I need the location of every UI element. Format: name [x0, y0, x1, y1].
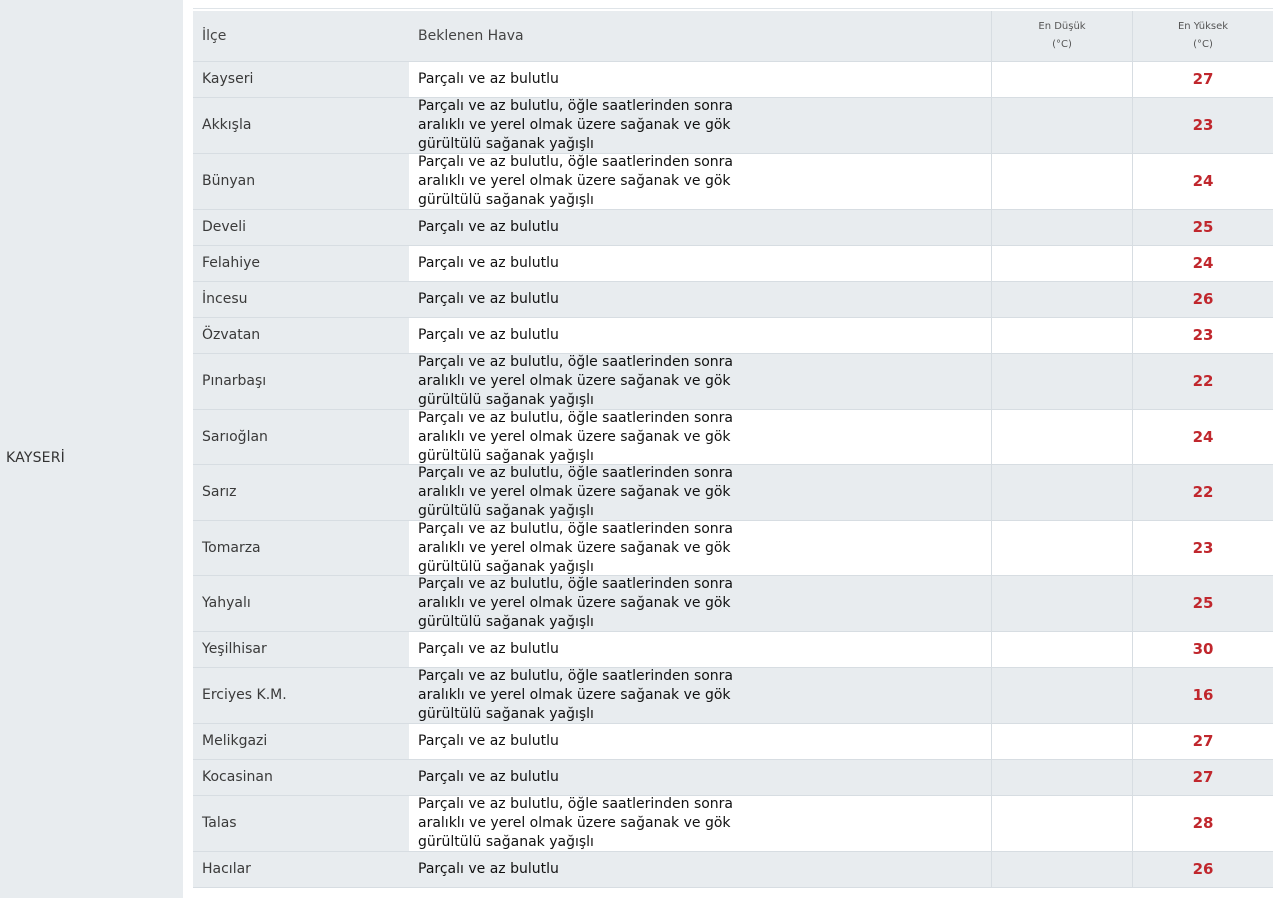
header-min-label: En Düşük: [1038, 21, 1086, 32]
district-cell: Melikgazi: [193, 724, 409, 759]
header-max-unit: (°C): [1193, 39, 1213, 50]
max-temp-cell: 27: [1132, 62, 1273, 97]
district-cell: Tomarza: [193, 521, 409, 575]
weather-cell: Parçalı ve az bulutlu, öğle saatlerinden sonra aralıklı ve yerel olmak üzere sağanak ve gök gürültülü sağanak yağışlı: [409, 154, 991, 209]
weather-cell: Parçalı ve az bulutlu, öğle saatlerinden sonra aralıklı ve yerel olmak üzere sağanak ve gök gürültülü sağanak yağışlı: [409, 98, 991, 153]
top-divider: [193, 8, 1273, 9]
min-temp-cell: [991, 576, 1132, 631]
min-temp-cell: [991, 632, 1132, 667]
table-row: [193, 318, 1273, 354]
table-row: [193, 62, 1273, 98]
header-weather: Beklenen Hava: [418, 27, 524, 44]
max-temp-cell: 23: [1132, 318, 1273, 353]
district-cell: Yahyalı: [193, 576, 409, 631]
weather-cell: Parçalı ve az bulutlu: [409, 210, 991, 245]
forecast-table: [193, 11, 1273, 888]
district-cell: Akkışla: [193, 98, 409, 153]
weather-cell: Parçalı ve az bulutlu: [409, 852, 991, 887]
min-temp-cell: [991, 410, 1132, 464]
table-row: [193, 210, 1273, 246]
weather-cell: Parçalı ve az bulutlu, öğle saatlerinden sonra aralıklı ve yerel olmak üzere sağanak ve gök gürültülü sağanak yağışlı: [409, 668, 991, 723]
min-temp-cell: [991, 246, 1132, 281]
weather-cell: Parçalı ve az bulutlu, öğle saatlerinden sonra aralıklı ve yerel olmak üzere sağanak ve gök gürültülü sağanak yağışlı: [409, 796, 991, 851]
min-temp-cell: [991, 465, 1132, 520]
header-max-label: En Yüksek: [1177, 21, 1229, 32]
weather-cell: Parçalı ve az bulutlu, öğle saatlerinden sonra aralıklı ve yerel olmak üzere sağanak ve gök gürültülü sağanak yağışlı: [409, 576, 991, 631]
weather-cell: Parçalı ve az bulutlu, öğle saatlerinden sonra aralıklı ve yerel olmak üzere sağanak ve gök gürültülü sağanak yağışlı: [409, 521, 991, 575]
max-temp-cell: 16: [1132, 668, 1273, 723]
max-temp-cell: 25: [1132, 576, 1273, 631]
weather-cell: Parçalı ve az bulutlu, öğle saatlerinden sonra aralıklı ve yerel olmak üzere sağanak ve gök gürültülü sağanak yağışlı: [409, 410, 991, 464]
min-temp-cell: [991, 210, 1132, 245]
table-row: [193, 796, 1273, 852]
district-cell: Talas: [193, 796, 409, 851]
table-row: [193, 154, 1273, 210]
min-temp-cell: [991, 62, 1132, 97]
district-cell: Felahiye: [193, 246, 409, 281]
max-temp-cell: 22: [1132, 354, 1273, 409]
min-temp-cell: [991, 852, 1132, 887]
min-temp-cell: [991, 154, 1132, 209]
district-cell: Kocasinan: [193, 760, 409, 795]
district-cell: Yeşilhisar: [193, 632, 409, 667]
district-cell: İncesu: [193, 282, 409, 317]
table-row: [193, 668, 1273, 724]
header-min-unit: (°C): [1052, 39, 1072, 50]
district-cell: Erciyes K.M.: [193, 668, 409, 723]
province-cell: [0, 0, 183, 898]
max-temp-cell: 26: [1132, 852, 1273, 887]
min-temp-cell: [991, 521, 1132, 575]
weather-cell: Parçalı ve az bulutlu: [409, 318, 991, 353]
table-row: [193, 576, 1273, 632]
table-row: [193, 410, 1273, 465]
district-cell: Develi: [193, 210, 409, 245]
district-cell: Özvatan: [193, 318, 409, 353]
max-temp-cell: 25: [1132, 210, 1273, 245]
table-row: [193, 724, 1273, 760]
weather-cell: Parçalı ve az bulutlu: [409, 246, 991, 281]
min-temp-cell: [991, 98, 1132, 153]
min-temp-cell: [991, 668, 1132, 723]
district-cell: Sarız: [193, 465, 409, 520]
table-row: [193, 98, 1273, 154]
header-district: İlçe: [202, 27, 227, 44]
table-row: [193, 521, 1273, 576]
weather-cell: Parçalı ve az bulutlu, öğle saatlerinden sonra aralıklı ve yerel olmak üzere sağanak ve gök gürültülü sağanak yağışlı: [409, 354, 991, 409]
table-row: [193, 282, 1273, 318]
max-temp-cell: 23: [1132, 521, 1273, 575]
min-temp-cell: [991, 796, 1132, 851]
min-temp-cell: [991, 724, 1132, 759]
max-temp-cell: 24: [1132, 410, 1273, 464]
max-temp-cell: 24: [1132, 246, 1273, 281]
max-temp-cell: 27: [1132, 724, 1273, 759]
max-temp-cell: 28: [1132, 796, 1273, 851]
max-temp-cell: 22: [1132, 465, 1273, 520]
table-row: [193, 760, 1273, 796]
header-min-temp: [991, 11, 1132, 61]
table-row: [193, 632, 1273, 668]
district-cell: Hacılar: [193, 852, 409, 887]
table-row: [193, 246, 1273, 282]
weather-cell: Parçalı ve az bulutlu: [409, 724, 991, 759]
max-temp-cell: 30: [1132, 632, 1273, 667]
district-cell: Pınarbaşı: [193, 354, 409, 409]
min-temp-cell: [991, 354, 1132, 409]
weather-cell: Parçalı ve az bulutlu: [409, 632, 991, 667]
table-row: [193, 852, 1273, 888]
min-temp-cell: [991, 282, 1132, 317]
district-cell: Kayseri: [193, 62, 409, 97]
table-row: [193, 465, 1273, 521]
max-temp-cell: 26: [1132, 282, 1273, 317]
weather-cell: Parçalı ve az bulutlu: [409, 62, 991, 97]
max-temp-cell: 24: [1132, 154, 1273, 209]
table-header: [193, 11, 1273, 62]
province-name: KAYSERİ: [6, 450, 65, 466]
weather-cell: Parçalı ve az bulutlu: [409, 760, 991, 795]
weather-cell: Parçalı ve az bulutlu: [409, 282, 991, 317]
district-cell: Sarıoğlan: [193, 410, 409, 464]
min-temp-cell: [991, 760, 1132, 795]
min-temp-cell: [991, 318, 1132, 353]
weather-cell: Parçalı ve az bulutlu, öğle saatlerinden sonra aralıklı ve yerel olmak üzere sağanak ve gök gürültülü sağanak yağışlı: [409, 465, 991, 520]
header-max-temp: [1132, 11, 1273, 61]
table-row: [193, 354, 1273, 410]
district-cell: Bünyan: [193, 154, 409, 209]
table-body: [193, 62, 1273, 888]
max-temp-cell: 27: [1132, 760, 1273, 795]
max-temp-cell: 23: [1132, 98, 1273, 153]
